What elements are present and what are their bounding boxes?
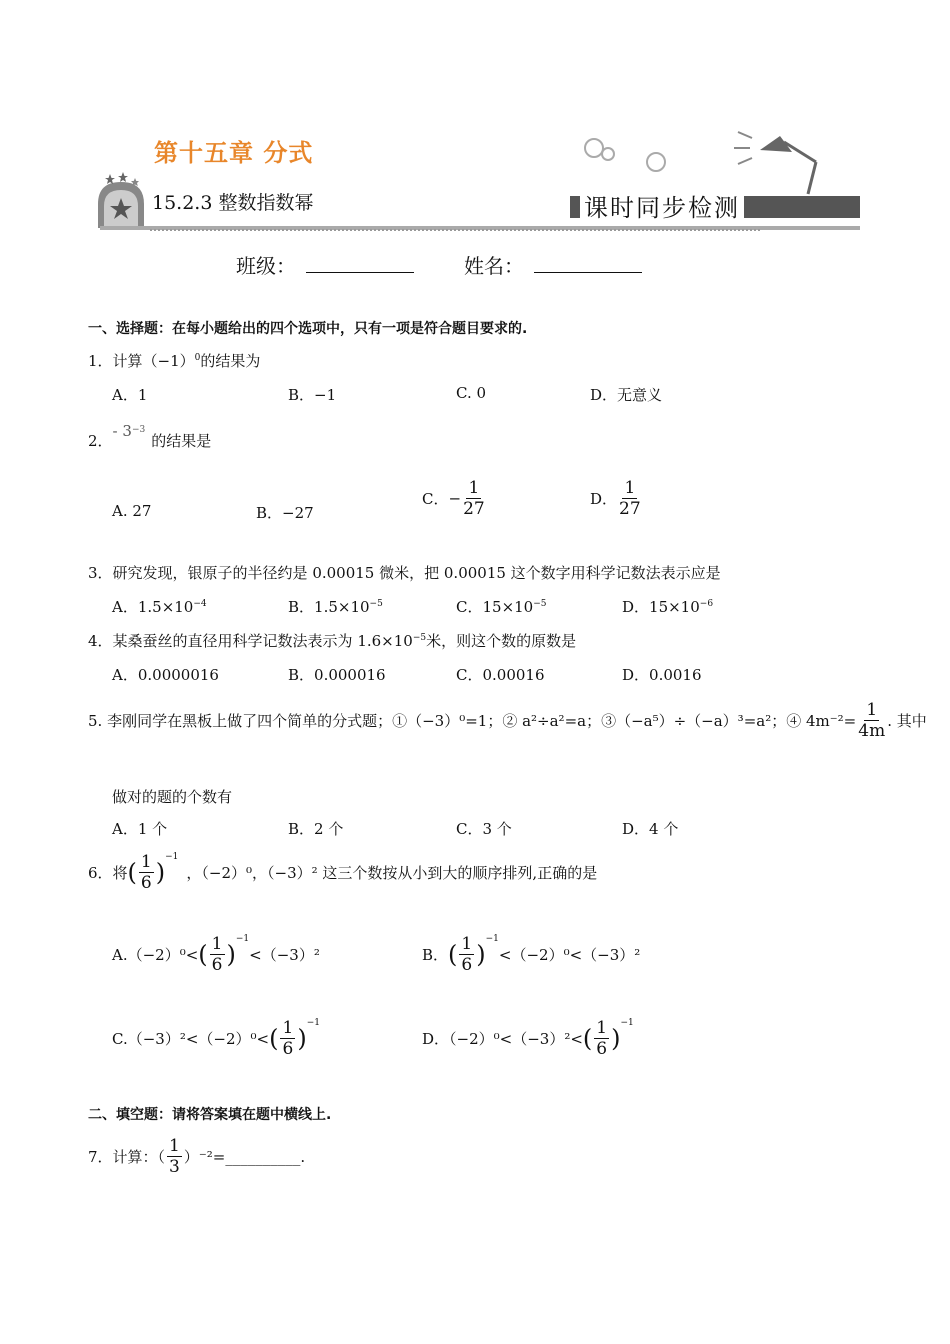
q6-stem: 6．将( $\frac{1}{6}$ )$^{-1}$，（−2）⁰，（−3）² 这三个数按从小到大的顺序排列,正确的是 (88, 852, 598, 893)
q1-option-d: D．无意义 (590, 386, 663, 404)
header-dots (150, 229, 760, 231)
q4-option-b: B．0.000016 (288, 666, 386, 684)
q2-option-a: A. 27 (112, 502, 152, 520)
q3-option-d: D．$15\times 10^{-6}$ (622, 598, 714, 616)
q4-stem: 4．某桑蚕丝的直径用科学记数法表示为 $1.6\times 10^{-5}$米，则这个数的原数是 (88, 632, 577, 650)
q2-stem: 2．- $3^{-3}$的结果是 (88, 422, 212, 450)
q1-option-b: B．−1 (288, 386, 337, 404)
star-logo-icon (94, 172, 148, 230)
q2-option-c: C．− $\frac{1}{27}$ (422, 478, 485, 519)
chapter-title: 第十五章 分式 (154, 139, 314, 167)
q5-stem: 5. 李刚同学在黑板上做了四个简单的分式题；①（−3）⁰=1；② a²÷a²=a；③（−a⁵）÷（−a）³=a²；④ 4m⁻²= $\frac{1}{4m}$ . 其中 (88, 700, 927, 741)
section-title: 15.2.3 整数指数幂 (152, 192, 314, 214)
q6-option-d: D．（−2）⁰<（−3）²<( $\frac{1}{6}$ )$^{-1}$ (422, 1018, 634, 1059)
q6-option-a: A.（−2）⁰<( $\frac{1}{6}$ )$^{-1}$<（−3）² (112, 934, 320, 975)
name-label: 姓名： (464, 254, 524, 278)
part2-title: 二、填空题：请将答案填在题中横线上. (88, 1107, 332, 1123)
q4-option-a: A．0.0000016 (112, 666, 219, 684)
q5-option-a: A．1 个 (112, 820, 168, 838)
q4-option-c: C．0.00016 (456, 666, 545, 684)
student-info-row (236, 250, 642, 279)
q5-stem-line2: 做对的题的个数有 (112, 788, 233, 806)
q2-option-d: D． $\frac{1}{27}$ (590, 478, 641, 519)
q3-option-a: A．$1.5\times 10^{-4}$ (112, 598, 207, 616)
q5-option-d: D．4 个 (622, 820, 679, 838)
class-field[interactable] (306, 254, 414, 273)
q6-option-b: B．( $\frac{1}{6}$ )$^{-1}$<（−2）⁰<（−3）² (422, 934, 641, 975)
q3-option-c: C．$15\times 10^{-5}$ (456, 598, 547, 616)
brand-title: 课时同步检测 (580, 188, 744, 223)
q1-stem: 1．计算$(-1)^0$的结果为 (88, 352, 261, 370)
part1-title: 一、选择题：在每小题给出的四个选项中，只有一项是符合题目要求的. (88, 321, 528, 337)
q6-option-c: C.（−3）²<（−2）⁰<( $\frac{1}{6}$ )$^{-1}$ (112, 1018, 320, 1059)
q2-option-b: B．−27 (256, 504, 314, 522)
q3-option-b: B．$1.5\times 10^{-5}$ (288, 598, 383, 616)
q4-option-d: D．0.0016 (622, 666, 702, 684)
q3-stem: 3．研究发现，银原子的半径约是 0.00015 微米，把 0.00015 这个数字用科学记数法表示应是 (88, 564, 721, 582)
name-field[interactable] (534, 254, 642, 273)
q7-stem: 7．计算：（ $\frac{1}{3}$ ）⁻²=__________. (88, 1136, 306, 1177)
q5-option-b: B．2 个 (288, 820, 344, 838)
q5-option-c: C．3 个 (456, 820, 512, 838)
class-label: 班级： (236, 254, 296, 278)
q1-option-c: C. 0 (456, 384, 487, 402)
q1-option-a: A．1 (112, 386, 148, 404)
